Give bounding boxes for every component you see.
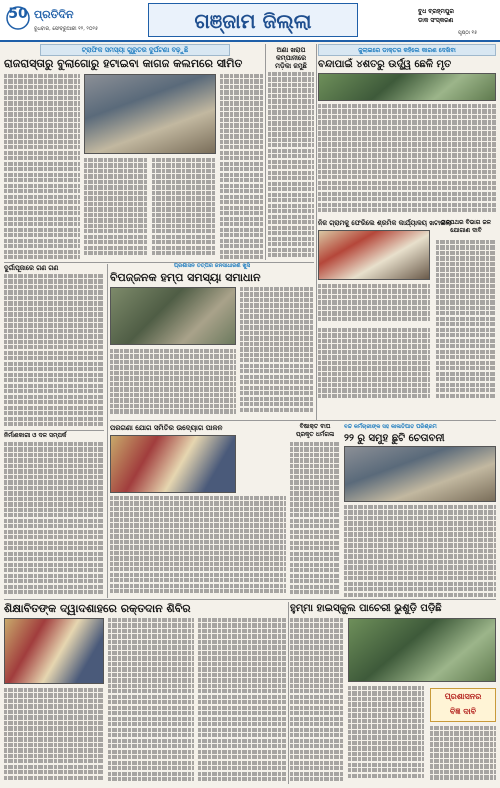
col-rule-4 [288, 602, 289, 784]
story10-body [344, 505, 496, 597]
col-rule-2 [316, 44, 317, 420]
story10-kicker: ବନ୍ଦ କର୍ମଚାରୀଙ୍କ ସହ କାଳାତିପାତ ପରିଶ୍ରମ [344, 424, 437, 430]
story6-headline: ବିପଜ୍ଜନକ ହମ୍ପ ସମସ୍ୟା ସମାଧାନ [110, 271, 261, 284]
story5-body [4, 274, 104, 428]
story3-headline: ବନ୍ଦାପାଇଁ ୪ଶତରୁ ଉର୍ଦ୍ଧ୍ୱ ଛେଳି ମୃତ [318, 59, 452, 70]
story1-kicker-box [40, 44, 230, 56]
story10-headline: ୨୨ ରୁ ସମୁହ ଛୁଟି ଚେତାବନୀ [344, 433, 445, 444]
page-label: ପୃଷ୍ଠା ୧୫ [458, 30, 478, 36]
story1-body-col3 [152, 158, 216, 260]
col-rule-1 [265, 44, 266, 260]
story1-body-col1 [4, 74, 80, 260]
story1-kicker: ଟ୍ରାଫିକ ସମସ୍ୟା ଗୁରୁତର ଦୁର୍ଘଟଣା ବଢ଼ୁଛି [81, 46, 189, 54]
story1-body-col4 [220, 74, 264, 260]
story10-photo [344, 446, 496, 502]
story6-body-col2 [110, 349, 236, 417]
divider-h2 [110, 420, 496, 421]
story14-label-2: ବିଜ୍ଞ ଦାବି [449, 707, 477, 716]
divider-h3 [4, 430, 104, 431]
story2-body [268, 72, 314, 260]
story6-body-col1 [240, 287, 314, 417]
story4-body-cont [318, 328, 430, 400]
story14-label: ପ୍ରଶାସନର [444, 692, 482, 701]
masthead [0, 0, 500, 42]
story7-headline: ରାଜପଥର ବିଭାଗ ଜଳ ଯୋଗାଣ ଦାବି [441, 219, 491, 234]
col-rule-3 [107, 264, 108, 598]
logo-number: 50 [8, 6, 28, 22]
date-line: ବୁଧବାର, ଫେବ୍ରୁଆରୀ ୧୨, ୨୦୨୫ [34, 26, 99, 32]
story12-body-col1 [4, 688, 104, 784]
story4-photo [318, 230, 430, 280]
story12-photo [4, 618, 104, 684]
divider-h4 [4, 599, 496, 600]
story3-photo [318, 73, 496, 101]
story1-photo [84, 74, 216, 154]
story2-headline: ଅଣା ଖରାପ କମ୍ପାନୀରେ ମଡ଼ିକା ଜମୁଛି [275, 46, 307, 70]
story13-photo [348, 618, 496, 682]
right-tag-1: ବୁଧ ବ୍ରହ୍ମପୁର [418, 8, 454, 15]
story8-headline: ପରଗଣା ଯୋଗ ସମିତିର ଉଦ୍ୟୋଗ ପାଳନ [110, 424, 223, 432]
story6-kicker: ପ୍ରଶାସନ ତତ୍ପର ଜନସାଧାରଣ ଖୁସି [173, 263, 251, 269]
story11-body [4, 442, 104, 596]
story13-body-col1 [290, 618, 344, 784]
story5-headline: ଦୁର୍ଗାପୂଜାରେ ଗଣ ଗଣ [4, 264, 59, 272]
story3-kicker-box [318, 44, 496, 56]
story6-photo [110, 287, 236, 345]
story9-headline: ବିଷାକ୍ତ ବାଘ ପ୍ରକୃତ ଧର୍ମଗଳା [295, 423, 335, 438]
story13-headline: ହୁମ୍ମା ହାଇସ୍କୁଲ ପାଚେରୀ ଭୁଶୁଡ଼ି ପଡ଼ିଛି [290, 603, 442, 614]
story13-body-col2 [348, 686, 424, 784]
story14-label-box [430, 688, 496, 722]
story3-body [318, 104, 496, 214]
story1-headline: ରାଜରାସ୍ତାରୁ ବୁଲାଗୋରୁ ହଟାଇବା କାଗଜ କଲମରେ ସୀମିତ [4, 57, 243, 70]
story14-body [430, 726, 496, 784]
story11-headline: ନିର୍ମାଣକାରୀ ଓ ଦଳ ସମ୍ପର୍କ [4, 432, 67, 439]
story4-body [318, 284, 430, 324]
story12-body-col3 [198, 618, 286, 784]
story3-kicker: ଜୁଲାଇରେ ଡାକ୍ତର କହିଲେ କାରଣ ଦେଖିବା [358, 47, 456, 54]
story8-photo [110, 435, 236, 493]
story12-body-col2 [108, 618, 194, 784]
story7-body [436, 240, 496, 400]
paper-name: ପ୍ରତିଦିନ [34, 8, 74, 21]
story9-body [290, 442, 340, 596]
story12-headline: ଶିକ୍ଷାବିତଙ୍କ ଦ୍ୱାଦଶାହରେ ରକ୍ତଦାନ ଶିବିର [4, 602, 191, 615]
right-tag-2: ଡାକ ସଂସ୍କରଣ [418, 17, 454, 24]
story4-headline: ନିଜ ଗ୍ରାମକୁ ଫେରିଲେ ଶ୍ରମିକ କାର୍ଯ୍ୟାଳୟ ଖଟାଇଲା [318, 219, 452, 227]
section-title: ଗଞ୍ଜାମ ଜିଲ୍ଲା [148, 3, 358, 37]
story1-body-col2 [84, 158, 148, 260]
story8-body [110, 496, 286, 596]
